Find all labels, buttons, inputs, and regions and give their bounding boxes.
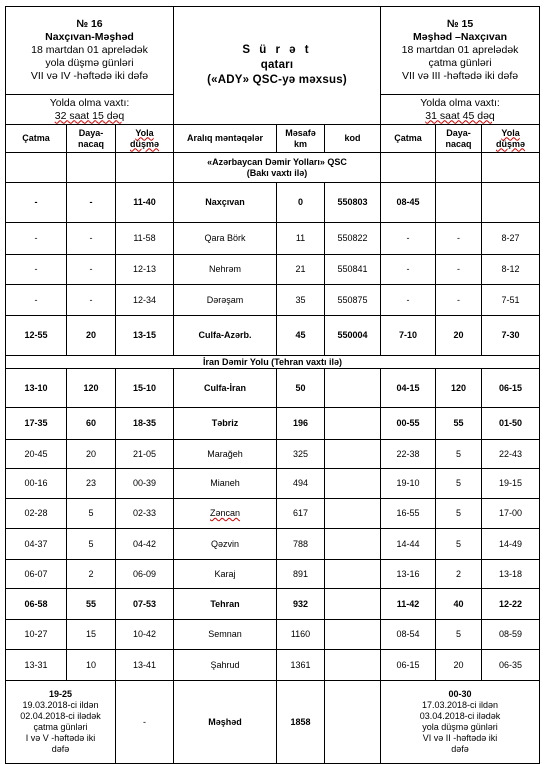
train-15-departure-mashhad: 00-30 17.03.2018-ci ildən 03.04.2018-ci ilədək yola düşmə günləri VI və II -həftədə iki dəfə: [381, 681, 540, 764]
stop-right: 20: [436, 650, 482, 681]
depart-left: 11-40: [116, 183, 174, 223]
header-arrive-left: Çatma: [6, 125, 67, 153]
train-15-days: VII və III -həftədə iki dəfə: [401, 70, 519, 82]
station-code: [325, 369, 381, 408]
distance-km: 196: [277, 408, 325, 440]
table-row: [6, 440, 540, 469]
depart-right: 7-51: [482, 285, 540, 316]
station-code: [325, 560, 381, 589]
distance-km: 50: [277, 369, 325, 408]
stop-left: -: [67, 223, 116, 255]
depart-right: 8-27: [482, 223, 540, 255]
table-row: [6, 529, 540, 560]
arrive-left: -: [6, 285, 67, 316]
depart-left: 00-39: [116, 469, 174, 499]
arrive-right: 7-10: [381, 316, 436, 356]
title-line-1: S ü r ə t: [242, 44, 312, 56]
stop-right: 120: [436, 369, 482, 408]
arrive-right: 16-55: [381, 499, 436, 529]
arrive-left: 13-31: [6, 650, 67, 681]
depart-right: 8-12: [482, 255, 540, 285]
depart-right: [482, 183, 540, 223]
arrive-right: 14-44: [381, 529, 436, 560]
arrive-left: 12-55: [6, 316, 67, 356]
stop-left: 20: [67, 316, 116, 356]
depart-left: 18-35: [116, 408, 174, 440]
stop-right: 55: [436, 408, 482, 440]
depart-right: 12-22: [482, 589, 540, 620]
depart-left: 11-58: [116, 223, 174, 255]
station-code: 550875: [325, 285, 381, 316]
depart-left: 06-09: [116, 560, 174, 589]
distance-km: 35: [277, 285, 325, 316]
last-stop: -: [116, 681, 174, 764]
station-name: Zəncan: [174, 499, 277, 529]
table-row: [6, 589, 540, 620]
header-distance: Məsafə km: [277, 125, 325, 153]
stop-right: 40: [436, 589, 482, 620]
train-16-days-label: yola düşmə günləri: [45, 57, 134, 69]
distance-km: 1858: [277, 681, 325, 764]
arrive-right: 22-38: [381, 440, 436, 469]
distance-km: 325: [277, 440, 325, 469]
arrive-left: -: [6, 255, 67, 285]
station-code: 550004: [325, 316, 381, 356]
arrive-left: 04-37: [6, 529, 67, 560]
stop-left: -: [67, 285, 116, 316]
depart-right: 08-59: [482, 620, 540, 650]
depart-left: 13-41: [116, 650, 174, 681]
distance-km: 0: [277, 183, 325, 223]
title-line-3: («ADY» QSC-yə məxsus): [207, 74, 347, 86]
header-stop-left: Daya- nacaq: [67, 125, 116, 153]
station-name: Culfa-İran: [174, 369, 277, 408]
stop-right: -: [436, 255, 482, 285]
station-code: 550841: [325, 255, 381, 285]
table-row: [6, 620, 540, 650]
train-timetable: [5, 6, 540, 764]
arrive-right: 06-15: [381, 650, 436, 681]
column-header-row: [6, 125, 540, 153]
arrive-right: 19-10: [381, 469, 436, 499]
table-row: [6, 408, 540, 440]
depart-left: 10-42: [116, 620, 174, 650]
table-row: [6, 369, 540, 408]
depart-left: 21-05: [116, 440, 174, 469]
stop-left: 20: [67, 440, 116, 469]
station-name: Karaj: [174, 560, 277, 589]
arrive-left: 17-35: [6, 408, 67, 440]
distance-km: 45: [277, 316, 325, 356]
depart-right: 06-35: [482, 650, 540, 681]
travel-time-value: 31 saat 45 dəq: [425, 109, 495, 122]
distance-km: 891: [277, 560, 325, 589]
station-name: Semnan: [174, 620, 277, 650]
distance-km: 932: [277, 589, 325, 620]
depart-right: 7-30: [482, 316, 540, 356]
table-row: [6, 469, 540, 499]
stop-right: 5: [436, 529, 482, 560]
distance-km: 788: [277, 529, 325, 560]
depart-left: 02-33: [116, 499, 174, 529]
train-15-number: № 15: [446, 18, 474, 30]
depart-right: 01-50: [482, 408, 540, 440]
station-name: Naxçıvan: [174, 183, 277, 223]
arrive-right: -: [381, 255, 436, 285]
stop-right: 5: [436, 469, 482, 499]
stop-right: -: [436, 285, 482, 316]
arrive-right: 08-54: [381, 620, 436, 650]
table-row: [6, 499, 540, 529]
stop-left: 5: [67, 499, 116, 529]
station-name: Nehrəm: [174, 255, 277, 285]
depart-left: 12-34: [116, 285, 174, 316]
station-code: [325, 529, 381, 560]
depart-right: 19-15: [482, 469, 540, 499]
stop-right: 5: [436, 440, 482, 469]
stop-right: 5: [436, 620, 482, 650]
arrive-left: 06-07: [6, 560, 67, 589]
arrive-right: -: [381, 223, 436, 255]
stop-left: -: [67, 183, 116, 223]
arrive-right: 00-55: [381, 408, 436, 440]
distance-km: 1361: [277, 650, 325, 681]
station-name: Marağeh: [174, 440, 277, 469]
station-code: [325, 469, 381, 499]
title-line-2: qatarı: [260, 59, 294, 71]
arrive-right: 04-15: [381, 369, 436, 408]
arrive-left: 20-45: [6, 440, 67, 469]
stop-left: 23: [67, 469, 116, 499]
station-name: Dərəşam: [174, 285, 277, 316]
depart-right: 06-15: [482, 369, 540, 408]
distance-km: 21: [277, 255, 325, 285]
table-row: [6, 223, 540, 255]
train-15-period: 18 mart​dan 01 aprelədək: [401, 44, 519, 56]
station-code: [325, 440, 381, 469]
travel-time-value: 32 saat 15 dəq: [54, 109, 125, 122]
depart-left: 04-42: [116, 529, 174, 560]
depart-left: 12-13: [116, 255, 174, 285]
depart-left: 07-53: [116, 589, 174, 620]
station-code: [325, 589, 381, 620]
arrive-left: 10-27: [6, 620, 67, 650]
header-depart-left: Yola düşmə: [116, 125, 174, 153]
depart-left: 13-15: [116, 316, 174, 356]
table-row: [6, 183, 540, 223]
iran-rows: [6, 369, 540, 681]
train-16-route: Naxçıvan-Məşhəd: [45, 31, 134, 43]
station-name: Məşhəd: [174, 681, 277, 764]
depart-right: 14-49: [482, 529, 540, 560]
table-row: [6, 285, 540, 316]
stop-left: 5: [67, 529, 116, 560]
stop-right: [436, 183, 482, 223]
distance-km: 617: [277, 499, 325, 529]
stop-left: -: [67, 255, 116, 285]
train-15-route: Məşhəd –Naxçıvan: [413, 31, 508, 43]
arrive-left: -: [6, 183, 67, 223]
departure-time: 00-30: [448, 689, 472, 699]
header-arrive-right: Çatma: [381, 125, 436, 153]
station-name: Qara Börk: [174, 223, 277, 255]
header-depart-right: Yola düşmə: [482, 125, 540, 153]
station-name: Culfa-Azərb.: [174, 316, 277, 356]
train-16-number: № 16: [76, 18, 103, 30]
station-code: 550803: [325, 183, 381, 223]
header-stations: Aralıq məntəqələr: [174, 125, 277, 153]
stop-left: 60: [67, 408, 116, 440]
train-15-travel-time: [381, 95, 540, 125]
stop-right: 5: [436, 499, 482, 529]
station-name: Mianeh: [174, 469, 277, 499]
stop-right: 20: [436, 316, 482, 356]
depart-right: 13-18: [482, 560, 540, 589]
stop-left: 55: [67, 589, 116, 620]
timetable-title: [174, 7, 381, 125]
arrive-left: 00-16: [6, 469, 67, 499]
arrive-right: 13-16: [381, 560, 436, 589]
arrive-right: -: [381, 285, 436, 316]
distance-km: 1160: [277, 620, 325, 650]
distance-km: 11: [277, 223, 325, 255]
station-code: 550822: [325, 223, 381, 255]
train-15-info: [381, 7, 540, 95]
table-row: [6, 681, 540, 764]
arrive-left: 06-58: [6, 589, 67, 620]
station-name: Tehran: [174, 589, 277, 620]
header-code: kod: [325, 125, 381, 153]
table-row: [6, 255, 540, 285]
station-name: Şahrud: [174, 650, 277, 681]
travel-time-label: Yolda olma vaxtı:: [420, 96, 500, 109]
travel-time-label: Yolda olma vaxtı:: [49, 96, 130, 109]
stop-right: -: [436, 223, 482, 255]
arrive-right: 08-45: [381, 183, 436, 223]
station-code: [325, 650, 381, 681]
header-stop-right: Daya- nacaq: [436, 125, 482, 153]
arrive-left: 13-10: [6, 369, 67, 408]
stop-left: 15: [67, 620, 116, 650]
table-row: [6, 316, 540, 356]
station-code: [325, 408, 381, 440]
depart-right: 17-00: [482, 499, 540, 529]
train-16-period: 18 mart​dan 01 aprelədək: [31, 44, 148, 56]
station-name: Təbriz: [174, 408, 277, 440]
depart-left: 15-10: [116, 369, 174, 408]
arrival-time: 19-25: [48, 689, 73, 699]
stop-left: 120: [67, 369, 116, 408]
train-16-days: VII və IV -həftədə iki dəfə: [30, 70, 149, 82]
section-azerbaijan: «Azərbaycan Dəmir Yolları» QSC (Bakı vaxtı ilə): [174, 153, 381, 183]
station-code: [325, 620, 381, 650]
distance-km: 494: [277, 469, 325, 499]
section-iran: İran Dəmir Yolu (Tehran vaxtı ilə): [6, 356, 540, 369]
train-16-travel-time: [6, 95, 174, 125]
depart-right: 22-43: [482, 440, 540, 469]
arrive-left: 02-28: [6, 499, 67, 529]
station-code: [325, 499, 381, 529]
arrive-left: -: [6, 223, 67, 255]
azerbaijan-rows: [6, 183, 540, 356]
station-name: Qəzvin: [174, 529, 277, 560]
train-16-arrival-mashhad: 19-25 19.03.2018-ci ildən 02.04.2018-ci ilədək çatma günləri I və V -həftədə iki dəfə: [6, 681, 116, 764]
stop-right: 2: [436, 560, 482, 589]
train-15-days-label: çatma günləri: [428, 57, 492, 69]
table-row: [6, 560, 540, 589]
stop-left: 10: [67, 650, 116, 681]
table-row: [6, 650, 540, 681]
stop-left: 2: [67, 560, 116, 589]
arrive-right: 11-42: [381, 589, 436, 620]
train-16-info: [6, 7, 174, 95]
